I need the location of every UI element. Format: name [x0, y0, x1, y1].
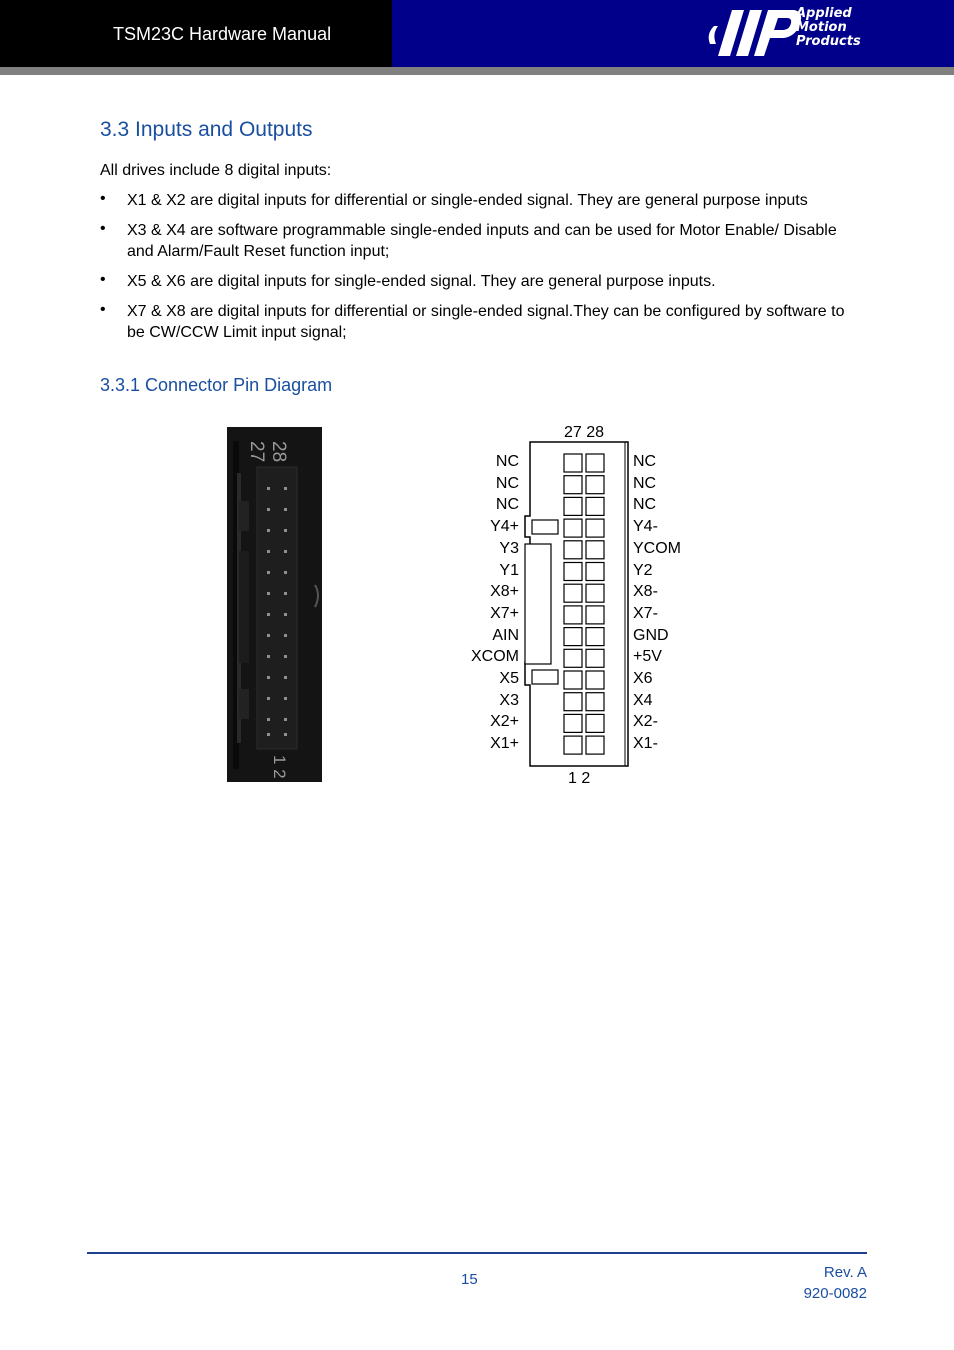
- pin-label-right: X8-: [633, 583, 658, 601]
- logo-line-1: Applied: [796, 6, 852, 21]
- connector-photo-drawing: [227, 427, 322, 782]
- pin-odd: [564, 736, 582, 754]
- pin-even: [586, 606, 604, 624]
- revision-block: [804, 1262, 867, 1304]
- pin-even: [586, 649, 604, 667]
- pin-even: [586, 563, 604, 581]
- logo-line-2: Motion: [796, 20, 847, 35]
- pin-label-right: X1-: [633, 735, 658, 753]
- pin-odd: [564, 476, 582, 494]
- pin-odd: [564, 693, 582, 711]
- pin-even: [586, 693, 604, 711]
- pin-odd: [564, 519, 582, 537]
- bullet-item: X7 & X8 are digital inputs for differential or single-ended signal.They can be configured by software to be CW/CCW Limit input signal;: [127, 303, 845, 341]
- footer-divider: [87, 1252, 867, 1254]
- pin-label-right: NC: [633, 474, 657, 492]
- pin-even: [586, 628, 604, 646]
- pin-label-right: X2-: [633, 713, 658, 731]
- pin-odd: [564, 541, 582, 559]
- pin-odd: [564, 714, 582, 732]
- bullet-item: X5 & X6 are digital inputs for single-ended signal. They are general purpose inputs.: [127, 273, 716, 290]
- pin-label-left: X1+: [490, 735, 519, 753]
- pin-label-right: NC: [633, 453, 657, 470]
- pin-label-left: X7+: [490, 604, 519, 622]
- pin-label-right: X6: [633, 670, 653, 687]
- pin-label-left: Y3: [499, 539, 519, 557]
- connector-photo: [227, 427, 322, 782]
- pin-label-left: X3: [499, 691, 519, 709]
- pin-label-right: GND: [633, 626, 669, 644]
- revision-label: Rev. A: [823, 1264, 867, 1281]
- pin-label-right: X7-: [633, 604, 658, 622]
- photo-top-pin-numbers: 28 27: [246, 441, 289, 463]
- pin-label-left: NC: [495, 474, 519, 492]
- bullet-item: X1 & X2 are digital inputs for differential or single-ended signal. They are general purpose inputs: [127, 192, 808, 209]
- bullet-marker: •: [100, 271, 106, 288]
- bullet-marker: •: [100, 301, 106, 318]
- pin-label-left: NC: [495, 453, 519, 470]
- header-title-bar: [0, 0, 392, 67]
- pin-label-left: X5: [499, 670, 519, 687]
- bullet-marker: •: [100, 190, 106, 207]
- pin-label-left: X2+: [490, 713, 519, 731]
- pin-odd: [564, 671, 582, 689]
- section-heading: 3.3 Inputs and Outputs: [100, 118, 313, 141]
- pin-label-left: NC: [495, 496, 519, 514]
- document-number: 920-0082: [803, 1285, 867, 1302]
- pin-label-left: AIN: [492, 626, 519, 644]
- pin-label-right: +5V: [633, 648, 662, 666]
- connector-pin-diagram: [520, 440, 632, 770]
- subsection-heading: 3.3.1 Connector Pin Diagram: [100, 375, 333, 395]
- pin-even: [586, 519, 604, 537]
- bullet-item: X3 & X4 are software programmable single-ended inputs and can be used for Motor Enable/ Disable and Alarm/Fault Reset function input;: [127, 222, 837, 260]
- pin-label-right: YCOM: [633, 539, 681, 557]
- pin-even: [586, 584, 604, 602]
- pin-label-right: Y2: [633, 561, 653, 579]
- section-intro: All drives include 8 digital inputs:: [100, 162, 332, 179]
- pin-odd: [564, 649, 582, 667]
- pin-label-left: XCOM: [471, 648, 519, 666]
- pin-odd: [564, 606, 582, 624]
- pin-even: [586, 497, 604, 515]
- pin-label-right: X4: [633, 691, 653, 709]
- pin-even: [586, 671, 604, 689]
- pin-label-left: Y1: [499, 561, 519, 579]
- pin-even: [586, 736, 604, 754]
- logo-wordmark: [796, 7, 861, 49]
- document-title: TSM23C Hardware Manual: [113, 24, 332, 44]
- diagram-bottom-pin-numbers: 1 2: [568, 770, 591, 787]
- pin-odd: [564, 454, 582, 472]
- bullet-marker: •: [100, 220, 106, 237]
- pin-even: [586, 454, 604, 472]
- header-divider: [0, 67, 954, 75]
- diagram-top-pin-numbers: 27 28: [564, 424, 605, 441]
- pin-label-right: Y4-: [633, 518, 658, 536]
- photo-bottom-pin-numbers: 1 2: [270, 755, 289, 779]
- pin-label-left: X8+: [490, 583, 519, 601]
- pin-label-right: NC: [633, 496, 657, 514]
- pin-odd: [564, 497, 582, 515]
- pin-odd: [564, 563, 582, 581]
- pin-odd: [564, 584, 582, 602]
- page-number: 15: [461, 1271, 478, 1288]
- pin-even: [586, 476, 604, 494]
- logo-line-3: Products: [796, 34, 861, 49]
- pin-odd: [564, 628, 582, 646]
- pin-label-left: Y4+: [490, 518, 519, 536]
- pin-even: [586, 714, 604, 732]
- pin-even: [586, 541, 604, 559]
